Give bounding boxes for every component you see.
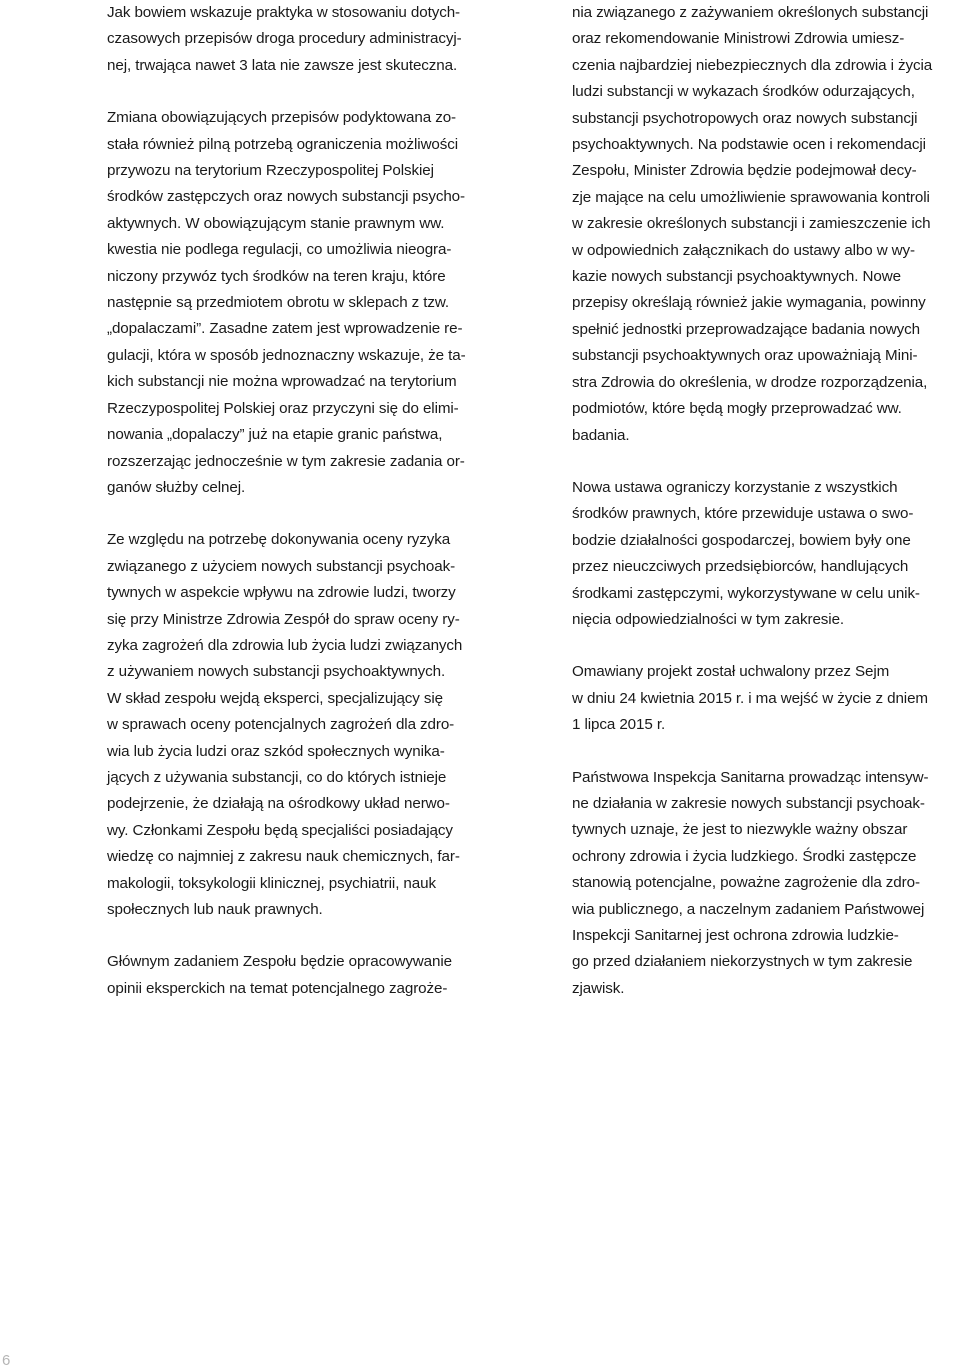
- text-line: Zespołu, Minister Zdrowia będzie podejmował decy-: [572, 162, 917, 180]
- text-line: wiedzę co najmniej z zakresu nauk chemicznych, far-: [107, 848, 460, 866]
- text-line: nej, trwająca nawet 3 lata nie zawsze jest skuteczna.: [107, 56, 458, 74]
- text-line: przez nieuczciwych przedsiębiorców, handlujących: [572, 558, 909, 576]
- text-line: nowania „dopalaczy” już na etapie granic państwa,: [107, 426, 443, 444]
- text-line: kwestia nie podlega regulacji, co umożliwia nieogra-: [107, 241, 452, 259]
- text-line: spełnić jednostki przeprowadzające badania nowych: [572, 320, 921, 338]
- paragraph: [572, 659, 956, 738]
- text-line: ochrony zdrowia i życia ludzkiego. Środki zastępcze: [572, 847, 917, 865]
- paragraph: [107, 105, 491, 501]
- text-line: Jak bowiem wskazuje praktyka w stosowaniu dotych-: [107, 4, 461, 21]
- text-line: środków prawnych, które przewiduje ustawa o swo-: [572, 505, 914, 523]
- text-line: podejrzenie, że działają na ośrodkowy układ nerwo-: [107, 795, 450, 813]
- text-line: rozszerzając jednocześnie w tym zakresie zadania or-: [107, 452, 465, 470]
- text-line: środków zastępczych oraz nowych substancji psycho-: [107, 188, 465, 206]
- text-line: czasowych przepisów droga procedury administracyj-: [107, 30, 462, 48]
- text-line: Rzeczypospolitej Polskiej oraz przyczyni się do elimi-: [107, 399, 459, 417]
- text-line: nia związanego z zażywaniem określonych substancji: [572, 4, 929, 21]
- text-line: zje mające na celu umożliwienie sprawowania kontroli: [572, 188, 930, 206]
- text-line: w zakresie określonych substancji i zamieszczenie ich: [572, 215, 931, 233]
- text-line: zjawisk.: [572, 979, 625, 997]
- text-line: opinii eksperckich na temat potencjalnego zagroże-: [107, 979, 448, 997]
- text-line: kich substancji nie można wprowadzać na terytorium: [107, 373, 457, 391]
- text-line: gulacji, która w sposób jednoznaczny wskazuje, że ta-: [107, 346, 466, 364]
- text-line: nięcia odpowiedzialności w tym zakresie.: [572, 610, 845, 628]
- text-line: Inspekcji Sanitarnej jest ochrona zdrowia ludzkie-: [572, 927, 899, 944]
- text-line: następnie są przedmiotem obrotu w sklepach z tzw.: [107, 294, 450, 312]
- text-line: substancji psychotropowych oraz nowych substancji: [572, 109, 918, 127]
- text-line: ne działania w zakresie nowych substancji psychoak-: [572, 794, 925, 812]
- text-line: aktywnych. W obowiązującym stanie prawnym ww.: [107, 214, 445, 232]
- text-line: stanowią potencjalne, poważne zagrożenie dla zdro-: [572, 874, 920, 892]
- text-line: w dniu 24 kwietnia 2015 r. i ma wejść w życie z dniem: [572, 689, 928, 707]
- paragraph: [572, 475, 956, 633]
- paragraph: [107, 0, 491, 79]
- text-line: „dopalaczami”. Zasadne zatem jest wprowadzenie re-: [107, 320, 463, 338]
- text-line: Zmiana obowiązujących przepisów podyktowana zo-: [107, 109, 457, 127]
- text-line: Omawiany projekt został uchwalony przez Sejm: [572, 663, 890, 681]
- page-number: 6: [2, 1352, 11, 1369]
- text-line: związanego z użyciem nowych substancji psychoak-: [107, 557, 456, 575]
- text-line: wia publicznego, a naczelnym zadaniem Państwowej: [572, 900, 925, 918]
- text-line: tywnych w aspekcie wpływu na zdrowie ludzi, tworzy: [107, 584, 456, 602]
- paragraph: [107, 949, 491, 1002]
- text-line: Głównym zadaniem Zespołu będzie opracowywanie: [107, 953, 452, 971]
- text-line: z używaniem nowych substancji psychoaktywnych.: [107, 663, 446, 681]
- text-line: społecznych lub nauk prawnych.: [107, 901, 323, 918]
- text-line: środkami zastępczymi, wykorzystywane w celu unik-: [572, 584, 920, 602]
- text-line: czenia najbardziej niebezpiecznych dla zdrowia i życia: [572, 56, 933, 74]
- right-column: [572, 0, 956, 1028]
- text-line: Państwowa Inspekcja Sanitarna prowadząc intensyw-: [572, 768, 929, 786]
- text-line: jących z używania substancji, co do których istnieje: [107, 768, 447, 786]
- text-line: substancji psychoaktywnych oraz upoważniają Mini-: [572, 347, 918, 365]
- text-line: ganów służby celnej.: [107, 478, 246, 496]
- text-line: bodzie działalności gospodarczej, bowiem były one: [572, 531, 911, 549]
- text-line: ludzi substancji w wykazach środków odurzających,: [572, 83, 915, 101]
- text-line: podmiotów, które będą mogły przeprowadzać ww.: [572, 400, 902, 418]
- text-line: wia lub życia ludzi oraz szkód społecznych wynika-: [107, 742, 445, 760]
- text-line: oraz rekomendowanie Ministrowi Zdrowia umiesz-: [572, 30, 905, 48]
- text-line: przywozu na terytorium Rzeczypospolitej Polskiej: [107, 162, 434, 180]
- text-line: w sprawach oceny potencjalnych zagrożeń dla zdro-: [107, 716, 455, 734]
- text-line: 1 lipca 2015 r.: [572, 716, 666, 734]
- text-line: tywnych uznaje, że jest to niezwykle ważny obszar: [572, 821, 908, 839]
- text-line: badania.: [572, 426, 630, 444]
- text-line: w odpowiednich załącznikach do ustawy albo w wy-: [572, 241, 916, 259]
- text-line: Nowa ustawa ograniczy korzystanie z wszystkich: [572, 478, 898, 496]
- text-line: przepisy określają również jakie wymagania, powinny: [572, 294, 926, 312]
- text-line: niczony przywóz tych środków na teren kraju, które: [107, 267, 446, 285]
- text-line: kazie nowych substancji psychoaktywnych. Nowe: [572, 268, 901, 286]
- text-line: się przy Ministrze Zdrowia Zespół do spraw oceny ry-: [107, 610, 460, 628]
- text-line: psychoaktywnych. Na podstawie ocen i rekomendacji: [572, 136, 926, 154]
- paragraph: [572, 765, 956, 1003]
- text-line: wy. Członkami Zespołu będą specjaliści posiadający: [107, 821, 453, 839]
- left-column: [107, 0, 491, 1028]
- text-line: stała również pilną potrzebą ograniczenia możliwości: [107, 135, 459, 153]
- text-line: W skład zespołu wejdą eksperci, specjalizujący się: [107, 689, 444, 707]
- paragraph: [107, 527, 491, 923]
- paragraph: [572, 0, 956, 449]
- text-line: go przed działaniem niekorzystnych w tym zakresie: [572, 953, 913, 971]
- text-line: Ze względu na potrzebę dokonywania oceny ryzyka: [107, 531, 451, 549]
- text-line: makologii, toksykologii klinicznej, psychiatrii, nauk: [107, 874, 436, 892]
- text-line: zyka zagrożeń dla zdrowia lub życia ludzi związanych: [107, 636, 463, 654]
- text-line: stra Zdrowia do określenia, w drodze rozporządzenia,: [572, 373, 928, 391]
